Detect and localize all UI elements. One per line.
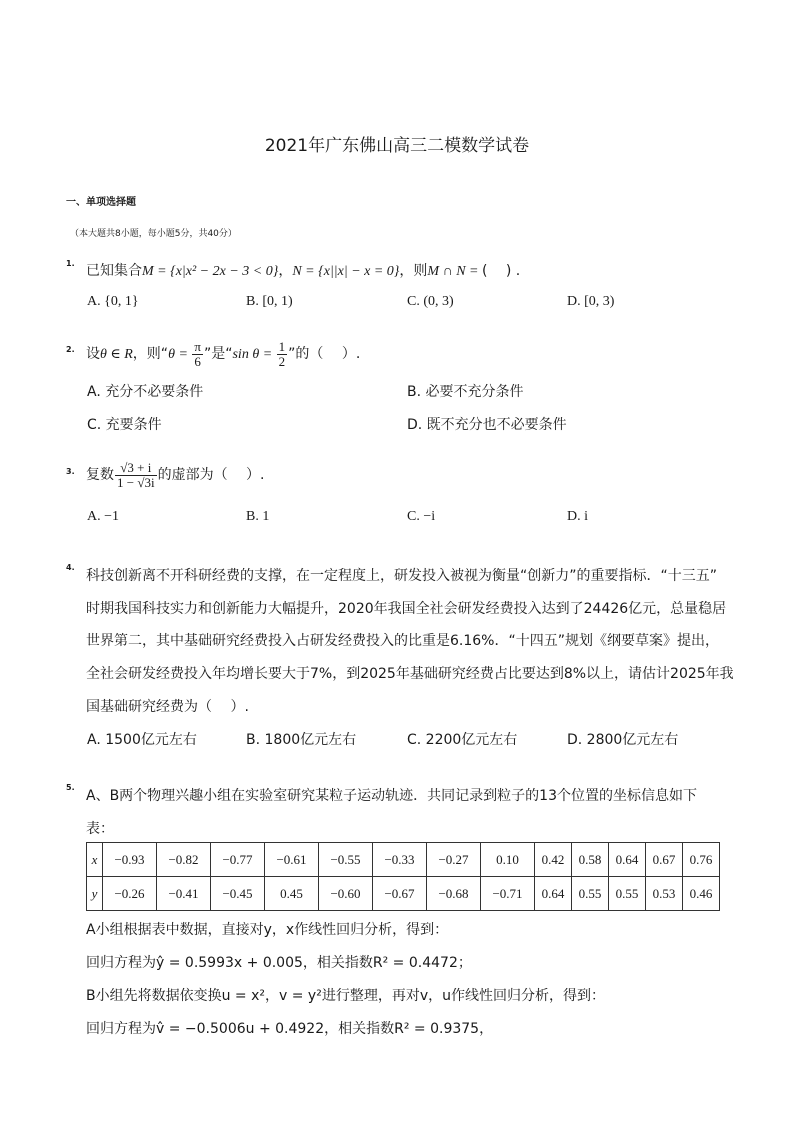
question-5-line: A小组根据表中数据，直接对y，x作线性回归分析，得到： <box>86 922 449 938</box>
question-5-line: A、B两个物理兴趣小组在实验室研究某粒子运动轨迹．共同记录到粒子的13个位置的坐标信息如下 <box>86 788 697 804</box>
table-cell: 0.58 <box>572 843 609 877</box>
q2-t4: ”的（ ）. <box>288 346 361 363</box>
question-4-line: 国基础研究经费为（ ）. <box>86 699 249 715</box>
table-cell: −0.68 <box>427 877 481 911</box>
option-d: D. 2800亿元左右 <box>567 732 679 748</box>
table-cell: −0.60 <box>319 877 373 911</box>
q1-text-c: ( ) . <box>481 263 521 279</box>
q2-t1: 设 <box>86 346 100 363</box>
option-a: A. 1500亿元左右 <box>87 732 197 748</box>
table-row-label: y <box>87 877 103 911</box>
table-row-label: x <box>87 843 103 877</box>
option-c: C. (0, 3) <box>407 294 454 309</box>
table-cell: −0.61 <box>265 843 319 877</box>
q1-text-b: ，则 <box>399 263 428 279</box>
table-cell: −0.45 <box>211 877 265 911</box>
table-cell: 0.46 <box>683 877 720 911</box>
table-cell: 0.76 <box>683 843 720 877</box>
fraction <box>115 461 157 489</box>
question-number: 3. <box>66 467 75 476</box>
q3-t1: 复数 <box>86 467 114 484</box>
table-row <box>87 843 720 877</box>
option-a: A. −1 <box>87 509 120 524</box>
question-4-line: 科技创新离不开科研经费的支撑，在一定程度上，研发投入被视为衡量“创新力”的重要指标．“十三五” <box>86 568 718 584</box>
option-b: B. [0, 1) <box>246 294 293 309</box>
fraction-denominator: 6 <box>194 353 201 369</box>
q1-math-n: N = {x||x| − x = 0} <box>292 264 400 279</box>
q1-sep: ， <box>278 263 293 279</box>
fraction-numerator: 1 <box>278 339 286 354</box>
option-c: C. −i <box>407 509 436 524</box>
fraction <box>192 340 203 368</box>
page-title: 2021年广东佛山高三二模数学试卷 <box>264 136 530 156</box>
table-cell: −0.41 <box>157 877 211 911</box>
option-d: D. [0, 3) <box>567 294 615 309</box>
table-cell: −0.55 <box>319 843 373 877</box>
question-4-line: 世界第二，其中基础研究经费投入占研发经费投入的比重是6.16%．“十四五”规划《纲要草案》提出， <box>86 633 719 649</box>
question-5-line: 回归方程为v̂ = −0.5006u + 0.4922，相关指数R² = 0.9375， <box>86 1021 494 1037</box>
q2-m1: θ ∈ R <box>100 347 133 363</box>
q1-text-a: 已知集合 <box>86 263 142 279</box>
option-c: C. 2200亿元左右 <box>407 732 518 748</box>
option-c: C. 充要条件 <box>87 417 162 433</box>
option-d: D. 既不充分也不必要条件 <box>407 417 567 433</box>
q2-m2: θ = <box>168 347 192 363</box>
section-note: （本大题共8小题，每小题5分，共40分） <box>70 229 237 239</box>
question-number: 5. <box>66 783 75 792</box>
q2-m3: sin θ = <box>232 347 276 363</box>
fraction-denominator: 1 − √3i <box>117 474 155 490</box>
q1-math-mn: M ∩ N = <box>427 264 482 279</box>
coordinate-table <box>86 842 720 911</box>
question-5-line: B小组先将数据依变换u = x²，v = y²进行整理，再对v，u作线性回归分析，得到： <box>86 988 605 1004</box>
question-number: 4. <box>66 563 75 572</box>
section-heading: 一、单项选择题 <box>66 197 136 208</box>
table-cell: 0.55 <box>572 877 609 911</box>
fraction-numerator: √3 + i <box>115 461 157 476</box>
table-cell: 0.55 <box>609 877 646 911</box>
option-b: B. 必要不充分条件 <box>407 384 524 400</box>
question-2-text <box>86 340 360 368</box>
table-cell: −0.26 <box>103 877 157 911</box>
question-5-line: 回归方程为ŷ = 0.5993x + 0.005，相关指数R² = 0.4472； <box>86 955 472 971</box>
question-number: 1. <box>66 259 75 268</box>
q3-t2: 的虚部为（ ）. <box>157 467 265 484</box>
question-1-text <box>86 260 520 280</box>
table-cell: 0.10 <box>481 843 535 877</box>
question-4-line: 全社会研发经费投入年均增长要大于7%，到2025年基础研究经费占比要达到8%以上，请估计2025年我 <box>86 666 734 682</box>
question-5-line: 表： <box>86 821 114 837</box>
question-4-line: 时期我国科技实力和创新能力大幅提升，2020年我国全社会研发经费投入达到了24426亿元，总量稳居 <box>86 601 727 617</box>
option-b: B. 1800亿元左右 <box>246 732 357 748</box>
table-cell: 0.53 <box>646 877 683 911</box>
question-number: 2. <box>66 345 75 354</box>
table-cell: −0.27 <box>427 843 481 877</box>
q2-t2: ，则“ <box>132 346 169 363</box>
fraction <box>277 340 288 368</box>
table-cell: −0.67 <box>373 877 427 911</box>
fraction-numerator: π <box>194 339 201 354</box>
option-a: A. 充分不必要条件 <box>87 384 204 400</box>
option-d: D. i <box>567 509 588 524</box>
fraction-denominator: 2 <box>278 353 286 369</box>
option-b: B. 1 <box>246 509 270 524</box>
table-cell: −0.82 <box>157 843 211 877</box>
table-cell: −0.77 <box>211 843 265 877</box>
table-cell: −0.71 <box>481 877 535 911</box>
question-3-text <box>86 461 264 489</box>
table-row <box>87 877 720 911</box>
table-cell: −0.33 <box>373 843 427 877</box>
table-cell: −0.93 <box>103 843 157 877</box>
table-cell: 0.64 <box>609 843 646 877</box>
table-cell: 0.42 <box>535 843 572 877</box>
table-cell: 0.64 <box>535 877 572 911</box>
table-cell: 0.67 <box>646 843 683 877</box>
q2-t3: ”是“ <box>203 346 233 363</box>
q1-math-m: M = {x|x² − 2x − 3 < 0} <box>142 264 279 279</box>
table-cell: 0.45 <box>265 877 319 911</box>
option-a: A. {0, 1} <box>87 294 139 309</box>
